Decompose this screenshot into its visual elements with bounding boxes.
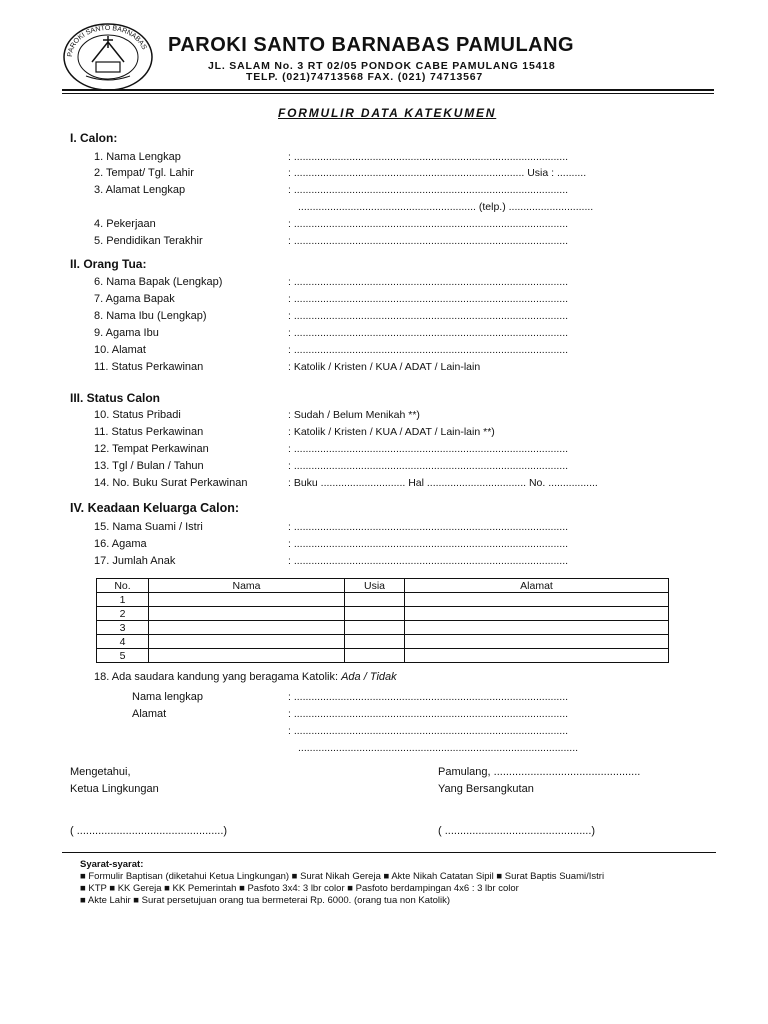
field-jumlah-anak[interactable]: : ..............................................................................................: [288, 555, 569, 567]
field-nama-ibu[interactable]: : ..............................................................................................: [288, 310, 569, 322]
section-2-heading: II. Orang Tua:: [70, 257, 147, 271]
field-alamat-lengkap[interactable]: : ..............................................................................................: [288, 184, 569, 196]
row-number: 5: [97, 649, 149, 663]
requirements-line-3: ■ Akte Lahir ■ Surat persetujuan orang tua bermeterai Rp. 6000. (orang tua non Katolik): [80, 895, 451, 906]
field-nama-suami-istri[interactable]: : ..............................................................................................: [288, 521, 569, 533]
parish-phone: TELP. (021)74713568 FAX. (021) 74713567: [246, 71, 484, 83]
col-alamat: Alamat: [405, 579, 669, 593]
form-title: FORMULIR DATA KATEKUMEN: [278, 106, 497, 120]
field-alamat-telp[interactable]: ............................................................. (telp.) .............................: [298, 201, 594, 213]
field-status-pribadi[interactable]: : Sudah / Belum Menikah **): [288, 409, 420, 421]
requirements-heading: Syarat-syarat:: [80, 859, 144, 870]
label-agama-bapak: 7. Agama Bapak: [94, 293, 175, 305]
field-nama-lengkap[interactable]: : ..............................................................................................: [288, 151, 569, 163]
cell-usia[interactable]: [345, 621, 405, 635]
label-tgl-perkawinan: 13. Tgl / Bulan / Tahun: [94, 460, 204, 472]
field-nama-saudara[interactable]: : ..............................................................................................: [288, 691, 569, 703]
field-pendidikan[interactable]: : ..............................................................................................: [288, 235, 569, 247]
label-nama-lengkap: 1. Nama Lengkap: [94, 151, 181, 163]
field-tempat-tgl-lahir[interactable]: : ............................................................................... Usia : ..........: [288, 167, 587, 179]
label-status-perkawinan: 11. Status Perkawinan: [94, 426, 204, 438]
table-row: [97, 593, 669, 607]
field-agama-bapak[interactable]: : ..............................................................................................: [288, 293, 569, 305]
field-agama-pasangan[interactable]: : ..............................................................................................: [288, 538, 569, 550]
sibling-question-options[interactable]: Ada / Tidak: [341, 671, 397, 683]
field-status-perkawinan-ortu[interactable]: : Katolik / Kristen / KUA / ADAT / Lain-lain: [288, 361, 481, 373]
field-alamat-saudara-2[interactable]: : ..............................................................................................: [288, 725, 569, 737]
sibling-question: [94, 671, 397, 683]
requirements-line-2: ■ KTP ■ KK Gereja ■ KK Pemerintah ■ Pasfoto 3x4: 3 lbr color ■ Pasfoto berdampingan 4x6 : 3 lbr color: [80, 883, 519, 894]
label-agama-ibu: 9. Agama Ibu: [94, 327, 159, 339]
field-alamat-saudara-3[interactable]: ................................................................................................: [298, 742, 579, 754]
label-alamat-lengkap: 3. Alamat Lengkap: [94, 184, 186, 196]
sig-left-mengetahui: Mengetahui,: [70, 766, 131, 778]
section-4-heading: IV. Keadaan Keluarga Calon:: [70, 501, 240, 515]
field-tgl-perkawinan[interactable]: : ..............................................................................................: [288, 460, 569, 472]
parish-address: JL. SALAM No. 3 RT 02/05 PONDOK CABE PAMULANG 15418: [208, 60, 556, 72]
label-pekerjaan: 4. Pekerjaan: [94, 218, 156, 230]
header-rule-thin: [62, 93, 714, 94]
field-alamat-saudara[interactable]: : ..............................................................................................: [288, 708, 569, 720]
table-row: [97, 621, 669, 635]
label-status-pribadi: 10. Status Pribadi: [94, 409, 181, 421]
col-nama: Nama: [149, 579, 345, 593]
parish-title: PAROKI SANTO BARNABAS PAMULANG: [168, 34, 575, 56]
field-nama-bapak[interactable]: : ..............................................................................................: [288, 276, 569, 288]
sig-right-place-date[interactable]: Pamulang, ................................................: [438, 766, 641, 778]
cell-usia[interactable]: [345, 593, 405, 607]
cell-nama[interactable]: [149, 593, 345, 607]
cell-alamat[interactable]: [405, 635, 669, 649]
row-number: 1: [97, 593, 149, 607]
label-status-perkawinan-ortu: 11. Status Perkawinan: [94, 361, 204, 373]
label-tempat-perkawinan: 12. Tempat Perkawinan: [94, 443, 209, 455]
label-nama-suami-istri: 15. Nama Suami / Istri: [94, 521, 203, 533]
cell-nama[interactable]: [149, 649, 345, 663]
label-alamat-ortu: 10. Alamat: [94, 344, 146, 356]
label-jumlah-anak: 17. Jumlah Anak: [94, 555, 176, 567]
sibling-question-text: 18. Ada saudara kandung yang beragama Katolik:: [94, 671, 342, 683]
sig-right-bersangkutan: Yang Bersangkutan: [438, 783, 534, 795]
col-usia: Usia: [345, 579, 405, 593]
table-header-row: [97, 579, 669, 593]
field-pekerjaan[interactable]: : ..............................................................................................: [288, 218, 569, 230]
sig-right-line[interactable]: ( ................................................): [438, 825, 596, 837]
cell-alamat[interactable]: [405, 649, 669, 663]
row-number: 3: [97, 621, 149, 635]
label-tempat-tgl-lahir: 2. Tempat/ Tgl. Lahir: [94, 167, 194, 179]
cell-nama[interactable]: [149, 607, 345, 621]
requirements-rule: [62, 852, 716, 853]
requirements-line-1: ■ Formulir Baptisan (diketahui Ketua Lingkungan) ■ Surat Nikah Gereja ■ Akte Nikah Catatan Sipil ■ Surat Baptis Suami/Istri: [80, 871, 605, 882]
cell-usia[interactable]: [345, 635, 405, 649]
field-status-perkawinan[interactable]: : Katolik / Kristen / KUA / ADAT / Lain-lain **): [288, 426, 495, 438]
row-number: 2: [97, 607, 149, 621]
col-no: No.: [97, 579, 149, 593]
sig-left-ketua: Ketua Lingkungan: [70, 783, 159, 795]
cell-alamat[interactable]: [405, 593, 669, 607]
section-3-heading: III. Status Calon: [70, 391, 161, 405]
field-tempat-perkawinan[interactable]: : ..............................................................................................: [288, 443, 569, 455]
table-row: [97, 649, 669, 663]
field-alamat-ortu[interactable]: : ..............................................................................................: [288, 344, 569, 356]
label-nama-saudara: Nama lengkap: [132, 691, 203, 703]
children-table: [96, 578, 669, 663]
label-agama-pasangan: 16. Agama: [94, 538, 147, 550]
field-no-buku[interactable]: : Buku ............................. Hal .................................. No. .................: [288, 477, 598, 489]
cell-nama[interactable]: [149, 635, 345, 649]
table-row: [97, 635, 669, 649]
logo-text: PAROKI SANTO BARNABAS: [66, 24, 148, 58]
section-1-heading: I. Calon:: [70, 131, 118, 145]
label-pendidikan: 5. Pendidikan Terakhir: [94, 235, 203, 247]
label-nama-bapak: 6. Nama Bapak (Lengkap): [94, 276, 223, 288]
parish-logo: [62, 22, 154, 92]
label-nama-ibu: 8. Nama Ibu (Lengkap): [94, 310, 207, 322]
sig-left-line[interactable]: ( ................................................): [70, 825, 228, 837]
cell-usia[interactable]: [345, 649, 405, 663]
row-number: 4: [97, 635, 149, 649]
header-rule: [62, 89, 714, 91]
cell-usia[interactable]: [345, 607, 405, 621]
cell-alamat[interactable]: [405, 607, 669, 621]
label-no-buku: 14. No. Buku Surat Perkawinan: [94, 477, 248, 489]
cell-nama[interactable]: [149, 621, 345, 635]
cell-alamat[interactable]: [405, 621, 669, 635]
field-agama-ibu[interactable]: : ..............................................................................................: [288, 327, 569, 339]
label-alamat-saudara: Alamat: [132, 708, 167, 720]
table-row: [97, 607, 669, 621]
